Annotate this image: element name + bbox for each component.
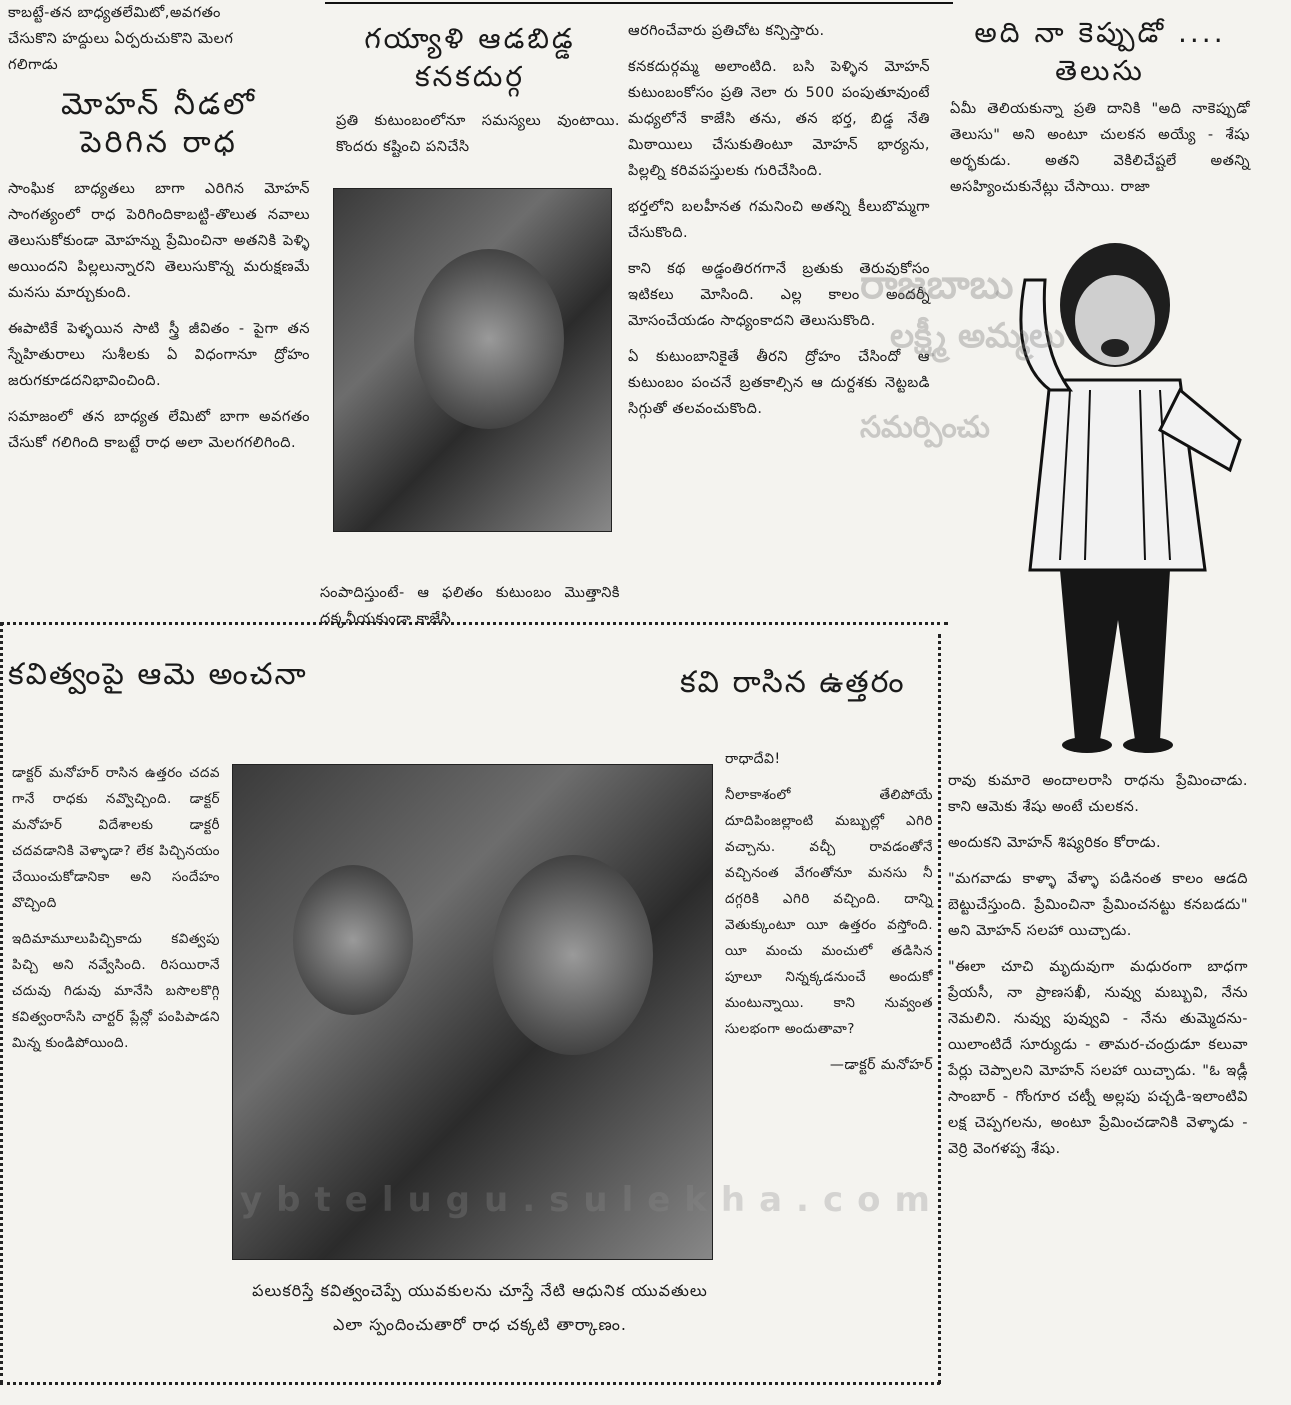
col4-bottom-paragraph: "ఈలా చూచి మృదువుగా మధురంగా బాధగా ప్రేయసీ, నా ప్రాణసఖీ, నువ్వు మబ్బువి, నేను నెమలిని. నువ్వు పువ్వువి - నేను తుమ్మెదను-యిలాంటిదే సూర్యుడు - తామర-చంద్రుడూ కలువా పేర్లు చెప్పాలని మోహన్ సలహా యిచ్చాడు. "ఓ ఇడ్లీ సాంబార్ - గోంగూర చట్నీ అల్లపు పచ్చడి-ఇలాంటివి లక్ష చెప్పగలను, అంటూ ప్రేమించడానికి వెళ్ళాడు - వెర్రి వెంగళప్ప శేషు. bbox=[948, 959, 1248, 1157]
col4-bottom-paragraph: రావు కుమారె అందాలరాసి రాధను ప్రేమించాడు. కాని ఆమెకు శేషు అంటే చులకన. bbox=[948, 773, 1248, 815]
col3-paragraph: కనకదుర్గమ్మ అలాంటిది. బసి పెళ్ళిన మోహన్ కుటుంబంకోసం ప్రతి నెలా రు 500 పంపుతూవుంటే మధ్యలోనే కాజేసి తను, తన భర్త, బిడ్డ నేతి మిఠాయిలు చేసుకుతింటూ మోహన్ భార్యను, పిల్లల్ని కరివపస్తులకు గురిచేసింది. bbox=[628, 59, 930, 179]
col1-headline: మోహన్ నీడలో పెరిగిన రాధ bbox=[60, 87, 258, 160]
column-4-bottom bbox=[948, 768, 1248, 1172]
woman-face-shape bbox=[293, 865, 413, 1015]
kavitvam-headline: కవిత్వంపై ఆమె అంచనా bbox=[8, 657, 308, 692]
col2-para-bottom: సంపాదిస్తుంటే- ఆ ఫలితం కుటుంబం మొత్తానికి దక్కనీయకుండా కాజేసి bbox=[320, 585, 620, 627]
bottom-left-paragraph: ఇదిమామూలుపిచ్చికాదు కవిత్వపు పిచ్చి అని నవ్వేసింది. రిసయిరానే చదువు గిడువు మానేసి బసొలకొగ్గి కవిత్వంరాసేసి చార్టర్ ప్లేన్లో పంపిపాడని మిన్న కుండిపోయింది. bbox=[12, 931, 220, 1051]
column-3 bbox=[628, 18, 930, 432]
col4-headline-2: తెలుసు bbox=[1055, 54, 1145, 87]
col1-paragraph: ఈపాటికే పెళ్ళయిన సాటి స్త్రీ జీవితం - పైగా తన స్నేహితురాలు సుశీలకు ఏ విధంగానూ ద్రోహం జరుగకూడదనిభావించింది. bbox=[8, 321, 310, 389]
col2-para-top: ప్రతి కుటుంబంలోనూ సమస్యలు వుంటాయి. కొందరు కష్టించి పనిచేసి bbox=[336, 113, 620, 155]
bottom-left-column bbox=[12, 760, 220, 1066]
col4-bottom-paragraph: అందుకని మోహన్ శిష్యరికం కోరాడు. bbox=[948, 835, 1162, 851]
site-watermark: ybtelugu.sulekha.com bbox=[240, 1180, 944, 1220]
photo-caption bbox=[40, 1274, 920, 1342]
letter-headline: కవి రాసిన ఉత్తరం bbox=[680, 665, 906, 700]
box-left-border bbox=[0, 622, 3, 1384]
bottom-left-paragraph: డాక్టర్ మనోహర్ రాసిన ఉత్తరం చదవ గానే రాధకు నవ్వొచ్చింది. డాక్టర్ మనోహర్ విదేశాలకు డాక్టరీ చదవడానికి వెళ్ళాడా? లేక పిచ్చినయం చేయించుకోడానికా అని సందేహం వొచ్చింది bbox=[12, 765, 220, 911]
top-rule bbox=[325, 2, 953, 4]
col2-bottom bbox=[320, 580, 620, 642]
col4-headline-1: అది నా కెప్పుడో .... bbox=[974, 16, 1226, 49]
caption-line-1: పలుకరిస్తే కవిత్వంచెప్పే యువకులను చూస్తే నేటి ఆధునిక యువతులు bbox=[252, 1281, 708, 1300]
cartoon-overlay-3: సమర్పించు bbox=[860, 410, 990, 445]
box-right-border bbox=[938, 634, 941, 1384]
col3-paragraph: ఏ కుటుంబానికైతే తీరని ద్రోహం చేసిందో ఆ కుటుంబం పంచనే బ్రతకాల్సిన ఆ దుర్దశకు నెట్టబడి సిగ్గుతో తలవంచుకొంది. bbox=[628, 349, 930, 417]
kanakadurga-photo bbox=[333, 188, 612, 532]
cartoon-overlay-2: లక్ష్మీ అమ్మలు bbox=[890, 316, 1066, 356]
col3-paragraph: ఆరగించేవారు ప్రతిచోట కన్పిస్తారు. bbox=[628, 23, 825, 39]
letter-body: నీలాకాశంలో తేలిపోయే దూదిపింజల్లాంటి మబ్బుల్లో ఎగిరి వచ్చాను. వచ్చీ రావడంతోనే వచ్చినంత వేగంతోనూ మనసు నీ దగ్గరికి ఎగిరి వచ్చింది. దాన్ని వెతుక్కుంటూ యీ ఉత్తరం వస్తోంది. యీ మంచు మంచులో తడిసిన పూలూ నిన్నక్కడనుంచే అందుకో మంటున్నాయి. కాని నువ్వంత సులభంగా అందుతావా? bbox=[725, 787, 933, 1037]
cartoon-figure bbox=[970, 240, 1260, 760]
letter-column bbox=[725, 746, 933, 1088]
letter-signature: —డాక్టర్ మనోహర్ bbox=[829, 1057, 933, 1073]
box-bottom-border bbox=[0, 1382, 940, 1385]
col1-intro-line: గలిగాడు bbox=[8, 57, 59, 73]
box-top-border bbox=[0, 622, 948, 625]
col4-bottom-paragraph: "మగవాడు కాళ్ళా వేళ్ళా పడినంత కాలం ఆడది బెట్టుచేస్తుంది. ప్రేమించినా ప్రేమించనట్టు కనబడదు" అని మోహన్ సలహా యిచ్చాడు. bbox=[948, 871, 1248, 939]
column-1 bbox=[8, 0, 310, 466]
col3-paragraph: భర్తలోని బలహీనత గమనించి అతన్ని కీలుబొమ్మగా చేసుకొంది. bbox=[628, 199, 930, 241]
radha-manohar-photo bbox=[232, 764, 713, 1260]
col2-headline: గయ్యాళి ఆడబిడ్డ కనకదుర్గ bbox=[364, 22, 576, 93]
col4-paragraph: ఏమీ తెలియకున్నా ప్రతి దానికి "అది నాకెప్పుడో తెలుసు" అని అంటూ చులకన అయ్యే - శేషు అర్భకుడు. అతని వెకిలిచేష్టలే అతన్ని అసహ్యించుకునేట్లు చేసాయి. రాజా bbox=[950, 101, 1250, 195]
caption-line-2: ఎలా స్పందించుతారో రాధ చక్కటి తార్కాణం. bbox=[333, 1315, 627, 1334]
man-face-shape bbox=[493, 855, 653, 1055]
col1-paragraph: సమాజంలో తన బాధ్యత లేమిటో బాగా అవగతం చేసుకో గలిగింది కాబట్టే రాధ అలా మెలగగలిగింది. bbox=[8, 409, 310, 451]
col1-paragraph: సాంఘిక బాధ్యతలు బాగా ఎరిగిన మోహన్ సాంగత్యంలో రాధ పెరిగిందికాబట్టి-తొలుత నవాలు తెలుసుకోకుండా మోహన్ను ప్రేమించినా అతనికి పెళ్ళి అయిందని పిల్లలున్నారని తెలుసుకొన్న మరుక్షణమే మనసు మార్చుకుంది. bbox=[8, 181, 310, 301]
cartoon-head bbox=[1060, 243, 1170, 367]
face-shape bbox=[414, 249, 564, 429]
column-2 bbox=[320, 20, 620, 170]
column-4 bbox=[950, 14, 1250, 210]
col3-paragraph: కాని కథ అడ్డంతిరగగానే బ్రతుకు తెరువుకోసం ఇటికలు మోసింది. ఎల్ల కాలం అందర్నీ మోసంచేయడం సాధ్యంకాదని తెలుసుకొంది. bbox=[628, 261, 930, 329]
col1-intro-line: చేసుకొని హద్దులు ఏర్పరుచుకొని మెలగ bbox=[8, 31, 234, 47]
cartoon-overlay-1: రాజబాబు bbox=[860, 262, 1014, 308]
col1-intro-line: కాబట్టే-తన బాధ్యతలేమిటో,అవగతం bbox=[8, 5, 221, 21]
letter-salutation: రాధాదేవి! bbox=[725, 751, 781, 767]
cartoon-trousers bbox=[1060, 570, 1173, 753]
